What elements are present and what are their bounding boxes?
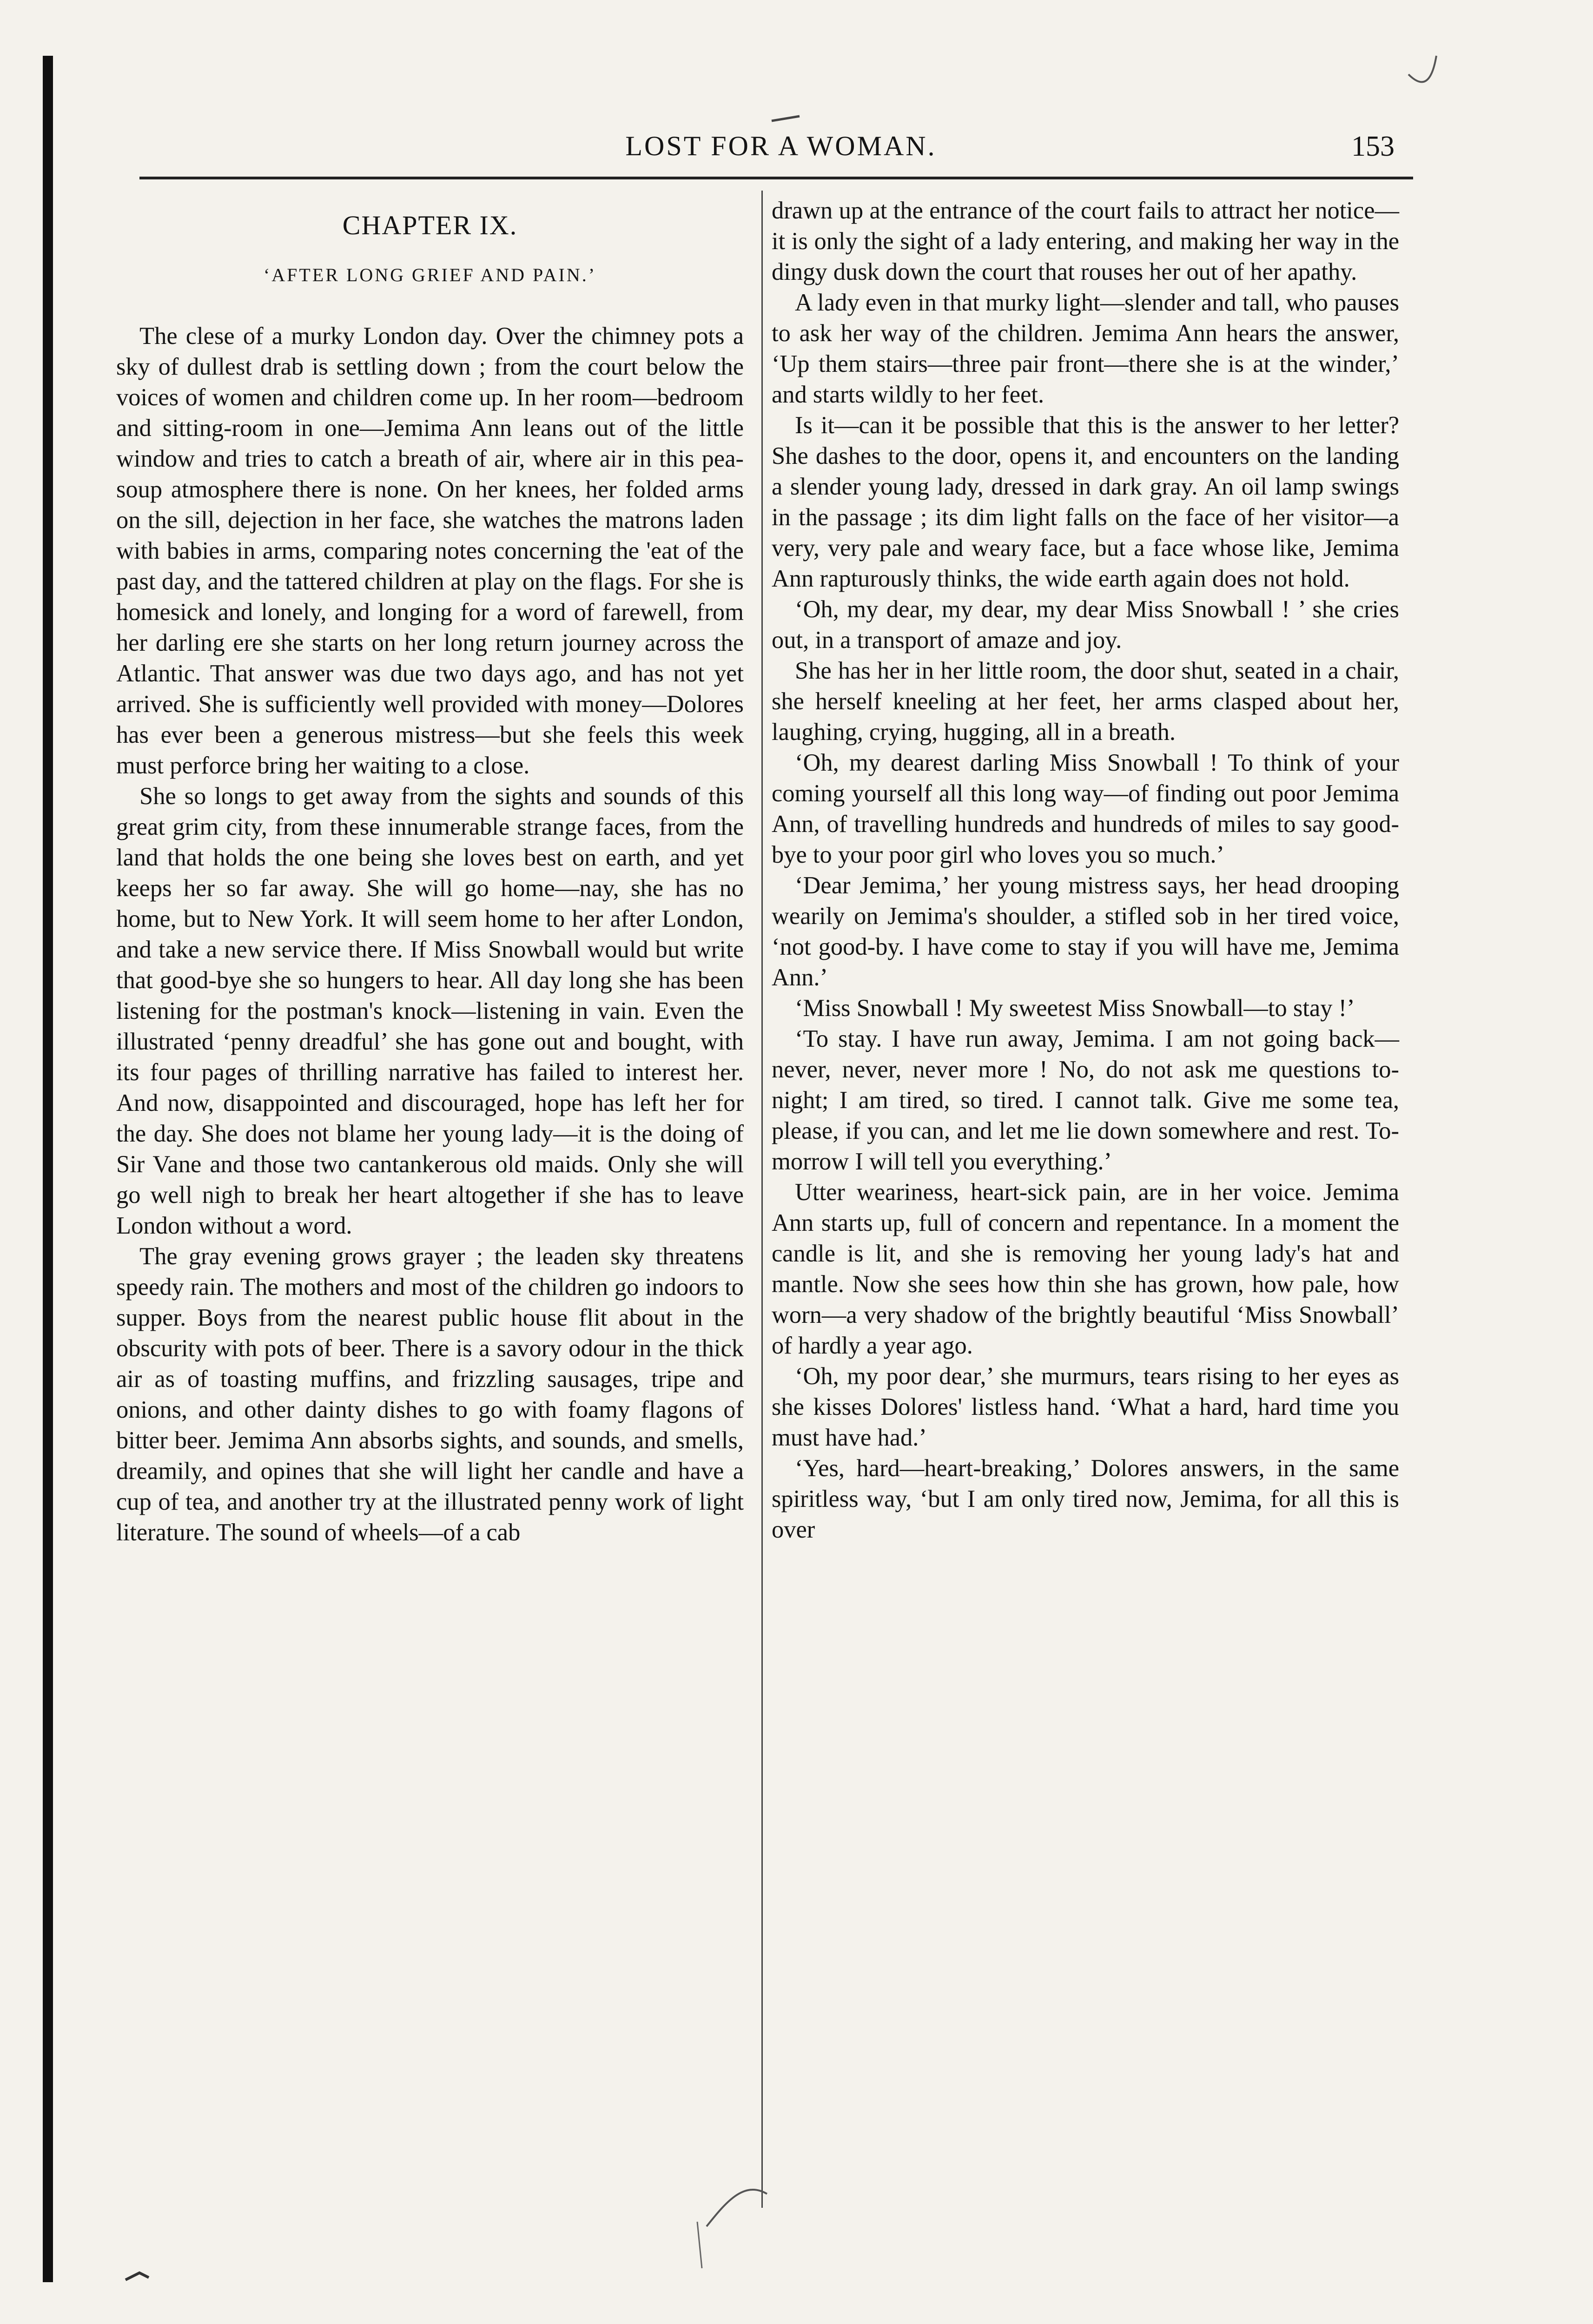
scan-mark: [707, 2190, 767, 2226]
paragraph: ‘Yes, hard—heart-breaking,’ Dolores answers, in the same spiritless way, ‘but I am only tired now, Jemima, for all this is over: [772, 1455, 1399, 1543]
paragraph: Is it—can it be possible that this is the answer to her letter? She dashes to the door, opens it, and encounters on the landing a slender young lady, dressed in dark gray. An oil lamp swings in the passage ; its dim light falls on the face of her visitor—a very, very pale and weary face, but a face whose like, Jemima Ann rapturously thinks, the wide earth again does not hold.: [772, 412, 1399, 592]
scan-mark: [126, 2273, 149, 2280]
page-header: [139, 130, 1422, 172]
scan-mark: [697, 2222, 702, 2268]
left-column: [116, 195, 744, 1548]
paragraph: ‘Oh, my poor dear,’ she murmurs, tears rising to her eyes as she kisses Dolores' listless hand. ‘What a hard, hard time you must have had.’: [772, 1363, 1399, 1451]
paragraph: ‘Oh, my dearest darling Miss Snowball ! To think of your coming yourself all this long way—of finding out poor Jemima Ann, of travelling hundreds and hundreds of miles to say good-bye to your poor girl who loves you so much.’: [772, 749, 1399, 868]
paragraph: She has her in her little room, the door shut, seated in a chair, she herself kneeling at her feet, her arms clasped about her, laughing, crying, hugging, all in a breath.: [772, 657, 1399, 746]
paragraph: drawn up at the entrance of the court fails to attract her notice—it is only the sight of a lady entering, and making her way in the dingy dusk down the court that rouses her out of her apathy.: [772, 197, 1399, 285]
right-column: [772, 195, 1399, 1545]
paragraph: ‘Miss Snowball ! My sweetest Miss Snowball—to stay !’: [795, 995, 1355, 1022]
paragraph: ‘Oh, my dear, my dear, my dear Miss Snowball ! ’ she cries out, in a transport of amaze and joy.: [772, 596, 1399, 654]
paragraph: ‘To stay. I have run away, Jemima. I am not going back—never, never, never more ! No, do not ask me questions to-night; I am tired, so tired. I cannot talk. Give me some tea, please, if you can, and let me lie down somewhere and rest. To-morrow I will tell you everything.’: [772, 1025, 1399, 1175]
column-divider: [761, 191, 763, 2208]
paragraph: She so longs to get away from the sights and sounds of this great grim city, from these innumerable strange faces, from the land that holds the one being she loves best on earth, and yet keeps her so far away. She will go home—nay, she has no home, but to New York. It will seem home to her after London, and take a new service there. If Miss Snowball would but write that good-bye she so hungers to hear. All day long she has been listening for the postman's knock—listening in vain. Even the illustrated ‘penny dreadful’ she has gone out and bought, with its four pages of thrilling narrative has failed to interest her. And now, disappointed and discouraged, hope has left her for the day. She does not blame her young lady—it is the doing of Sir Vane and those two cantankerous old maids. Only she will go well nigh to break her heart altogether if she has to leave London without a word.: [116, 783, 744, 1239]
paragraph: ‘Dear Jemima,’ her young mistress says, her head drooping wearily on Jemima's shoulder, a stifled sob in her tired voice, ‘not good-by. I have come to stay if you will have me, Jemima Ann.’: [772, 872, 1399, 991]
chapter-epigraph: ‘AFTER LONG GRIEF AND PAIN.’: [263, 264, 597, 285]
page-number: 153: [1351, 131, 1395, 162]
chapter-title: CHAPTER IX.: [342, 210, 518, 240]
paragraph: Utter weariness, heart-sick pain, are in her voice. Jemima Ann starts up, full of concern and repentance. In a moment the candle is lit, and she is removing her young lady's hat and mantle. Now she sees how thin she has grown, how pale, how worn—a very shadow of the brightly beautiful ‘Miss Snowball’ of hardly a year ago.: [772, 1179, 1399, 1359]
scan-mark: [772, 116, 800, 121]
paragraph: The clese of a murky London day. Over the chimney pots a sky of dullest drab is settling down ; from the court below the voices of women and children come up. In her room—bedroom and sitting-room in one—Jemima Ann leans out of the little window and tries to catch a breath of air, where air in this pea-soup atmosphere there is none. On her knees, her folded arms on the sill, dejection in her face, she watches the matrons laden with babies in arms, comparing notes concerning the 'eat of the past day, and the tattered children at play on the flags. For she is homesick and lonely, and longing for a word of farewell, from her darling ere she starts on her long return journey across the Atlantic. That answer was due two days ago, and has not yet arrived. She is sufficiently well provided with money—Dolores has ever been a generous mistress—but she feels this week must perforce bring her waiting to a close.: [116, 323, 744, 779]
paragraph: A lady even in that murky light—slender and tall, who pauses to ask her way of the children. Jemima Ann hears the answer, ‘Up them stairs—three pair front—there she is at the winder,’ and starts wildly to her feet.: [772, 289, 1399, 408]
binding-edge: [43, 56, 53, 2282]
header-rule: [139, 177, 1413, 179]
paragraph: The gray evening grows grayer ; the leaden sky threatens speedy rain. The mothers and most of the children go indoors to supper. Boys from the nearest public house flit about in the obscurity with pots of beer. There is a savory odour in the thick air as of toasting muffins, and frizzling sausages, tripe and onions, and other dainty dishes to go with foamy flagons of bitter beer. Jemima Ann absorbs sights, and sounds, and smells, dreamily, and opines that she will light her candle and have a cup of tea, and another try at the illustrated penny work of light literature. The sound of wheels—of a cab: [116, 1243, 744, 1546]
running-title: LOST FOR A WOMAN.: [625, 131, 937, 161]
scan-mark: [1408, 56, 1436, 82]
